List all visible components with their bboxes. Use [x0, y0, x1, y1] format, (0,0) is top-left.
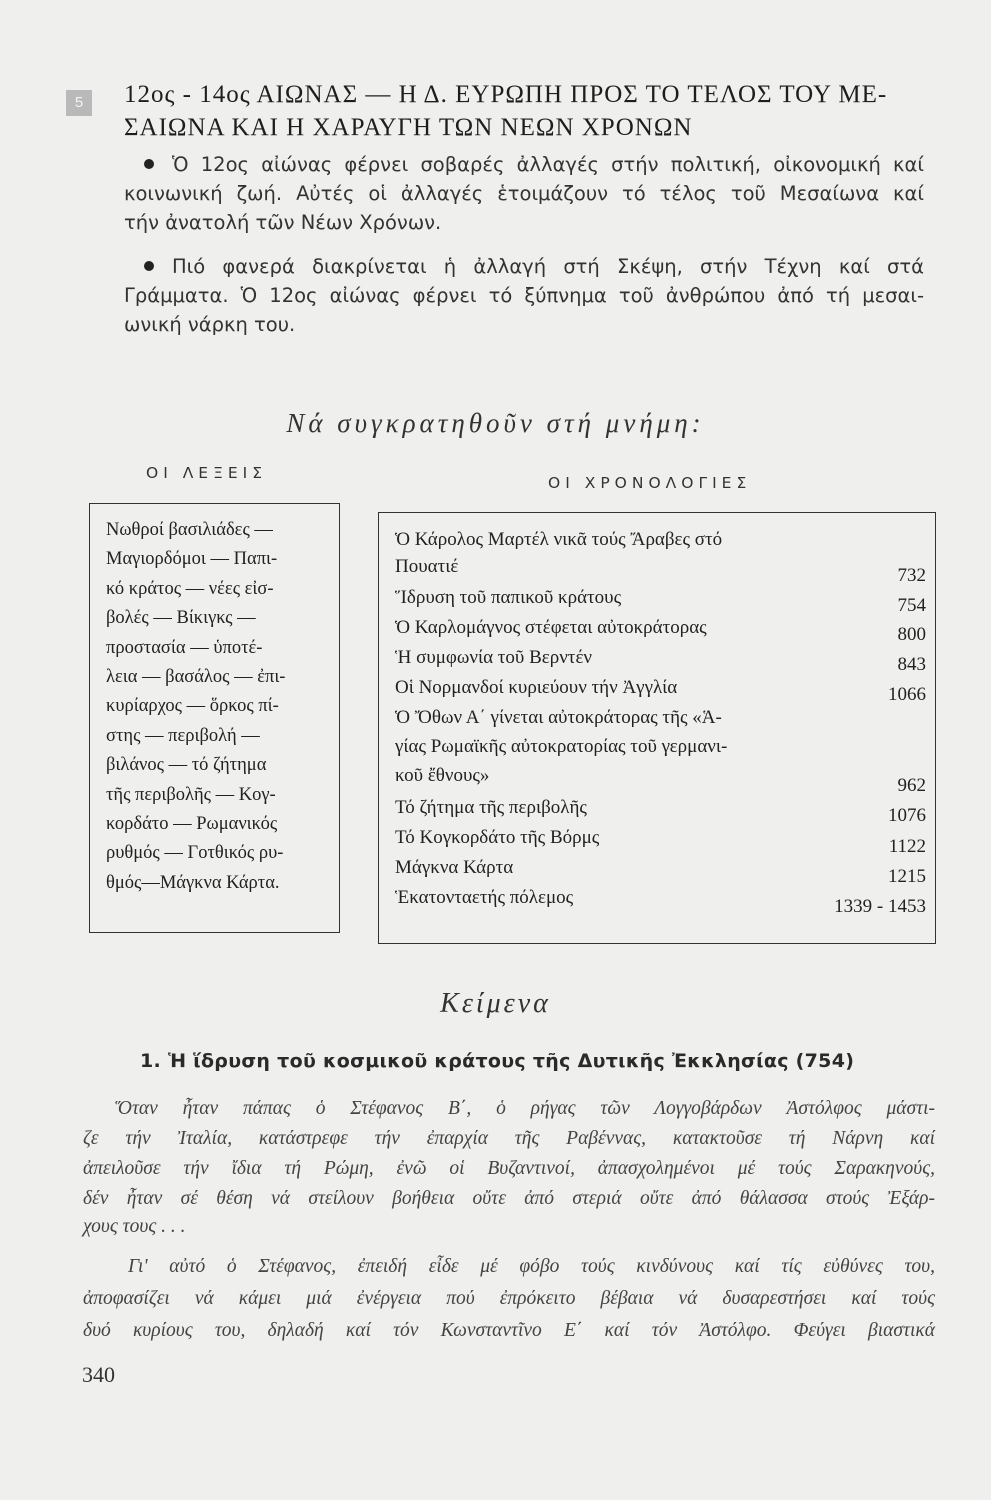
document-line: ἀπειλοῦσε τήν ἴδια τή Ρώμη, ἐνῶ οἱ Βυζαντινοί, ἀπασχολημένοι μέ τούς Σαρακηνούς,	[83, 1158, 935, 1179]
bullet-icon	[144, 159, 154, 169]
words-column-header: ΟΙ ΛΕΞΕΙΣ	[146, 464, 268, 482]
date-year: 1066	[888, 684, 926, 705]
chapter-title-line-1: 12ος - 14ος ΑΙΩΝΑΣ — Η Δ. ΕΥΡΩΠΗ ΠΡΟΣ ΤΟ ΤΕΛΟΣ ΤΟΥ ΜΕ-	[124, 81, 888, 108]
words-box	[89, 503, 340, 933]
word-line: θμός—Μάγκνα Κάρτα.	[106, 872, 280, 893]
dates-box	[378, 512, 936, 944]
word-line: κορδάτο — Ρωμανικός	[106, 814, 278, 835]
chapter-title	[124, 78, 944, 144]
bullet-icon	[144, 261, 154, 271]
document-line: ἀποφασίζει νά κάμει μιά ἐνέργεια πού ἐπρόκειτο βέβαια νά δυσαρεστήσει καί τούς	[83, 1288, 935, 1309]
word-line: βιλάνος — τό ζήτημα	[106, 755, 267, 776]
date-event-line: Ἑκατονταετής πόλεμος	[395, 887, 574, 908]
words-list	[106, 516, 332, 898]
page-number: 340	[82, 1362, 115, 1387]
texts-heading: Κείμενα	[440, 988, 551, 1019]
word-line: βολές — Βίκιγκς —	[106, 608, 256, 629]
document-line: ζε τήν Ἰταλία, κατάστρεφε τήν ἐπαρχία τῆς Ραβέννας, κατακτοῦσε τή Νάρνη καί	[83, 1128, 935, 1149]
date-year: 843	[897, 654, 926, 675]
word-line: κό κράτος — νέες εἰσ-	[106, 578, 274, 599]
date-event-line: Τό ζήτημα τῆς περιβολῆς	[395, 797, 587, 818]
date-year: 800	[897, 624, 926, 645]
memory-heading: Νά συγκρατηθοῦν στή μνήμη:	[286, 408, 705, 438]
word-line: προστασία — ὑποτέ-	[106, 637, 263, 658]
word-line: τῆς περιβολῆς — Κογ-	[106, 784, 276, 805]
document-line: Ὅταν ἦταν πάπας ὁ Στέφανος Β΄, ὁ ρήγας τῶν Λογγοβάρδων Ἀστόλφος μάστι-	[115, 1098, 935, 1119]
chapter-number-badge: 5	[66, 90, 92, 116]
dates-column-header: ΟΙ ΧΡΟΝΟΛΟΓΙΕΣ	[548, 474, 752, 492]
date-event-line: Οἱ Νορμανδοί κυριεύουν τήν Ἀγγλία	[395, 677, 678, 698]
date-year: 1215	[888, 866, 926, 887]
date-year: 732	[897, 565, 926, 586]
date-event-line: γίας Ρωμαϊκῆς αὐτοκρατορίας τοῦ γερμανι-	[395, 736, 728, 757]
date-year: 1339 - 1453	[834, 896, 926, 917]
date-year: 754	[897, 595, 926, 616]
date-event-line: Πουατιέ	[395, 556, 459, 577]
date-year: 1076	[888, 805, 926, 826]
word-line: ρυθμός — Γοτθικός ρυ-	[106, 843, 284, 864]
word-line: λεια — βασάλος — ἐπι-	[106, 667, 286, 688]
document-line: Γι' αὐτό ὁ Στέφανος, ἐπειδή εἶδε μέ φόβο τούς κινδύνους καί τίς εὐθύνες του,	[128, 1256, 935, 1277]
date-event-line: Ἵδρυση τοῦ παπικοῦ κράτους	[395, 587, 622, 608]
intro-line: Πιό φανερά διακρίνεται ἡ ἀλλαγή στή Σκέψη, στήν Τέχνη καί στά	[172, 255, 924, 278]
document-1-title: 1. Ἡ ἵδρυση τοῦ κοσμικοῦ κράτους τῆς Δυτικῆς Ἐκκλησίας (754)	[140, 1050, 855, 1072]
intro-line: Γράμματα. Ὁ 12ος αἰώνας φέρνει τό ξύπνημα τοῦ ἀνθρώπου ἀπό τή μεσαι-	[124, 284, 924, 307]
date-year: 962	[897, 775, 926, 796]
document-line: δυό κυρίους του, δηλαδή καί τόν Κωνσταντῖνο Ε΄ καί τόν Ἀστόλφο. Φεύγει βιαστικά	[83, 1320, 935, 1341]
date-event-line: Τό Κογκορδάτο τῆς Βόρμς	[395, 827, 600, 848]
intro-paragraph-1	[124, 150, 924, 237]
document-line: δέν ἦταν σέ θέση νά στείλουν βοήθεια οὔτε ἀπό στεριά οὔτε ἀπό θάλασσα στούς Ἐξάρ-	[83, 1188, 935, 1209]
date-event-line: Ἡ συμφωνία τοῦ Βερντέν	[395, 647, 593, 668]
date-event-line: Ὁ Ὄθων Α΄ γίνεται αὐτοκράτορας τῆς «Ἁ-	[395, 707, 722, 728]
word-line: Νωθροί βασιλιάδες —	[106, 520, 273, 540]
word-line: Μαγιορδόμοι — Παπι-	[106, 549, 278, 570]
word-line: στης — περιβολή —	[106, 725, 260, 746]
date-event-line: Μάγκνα Κάρτα	[395, 857, 514, 878]
intro-paragraph-2	[124, 252, 924, 339]
date-event-line: Ὁ Καρλομάγνος στέφεται αὐτοκράτορας	[395, 617, 707, 638]
intro-line: Ὁ 12ος αἰώνας φέρνει σοβαρές ἀλλαγές στήν πολιτική, οἰκονομική καί	[172, 153, 924, 176]
date-event-line: κοῦ ἔθνους»	[395, 765, 490, 786]
date-event-line: Ὁ Κάρολος Μαρτέλ νικᾶ τούς Ἄραβες στό	[395, 529, 723, 550]
document-line: χους τους . . .	[83, 1216, 186, 1237]
intro-line: τήν ἀνατολή τῶν Νέων Χρόνων.	[124, 211, 442, 234]
word-line: κυρίαρχος — ὅρκος πί-	[106, 696, 279, 717]
chapter-title-line-2: ΣΑΙΩΝΑ ΚΑΙ Η ΧΑΡΑΥΓΗ ΤΩΝ ΝΕΩΝ ΧΡΟΝΩΝ	[124, 114, 693, 141]
date-year: 1122	[888, 836, 926, 857]
intro-line: ωνική νάρκη του.	[124, 313, 296, 336]
intro-line: κοινωνική ζωή. Αὐτές οἱ ἀλλαγές ἑτοιμάζουν τό τέλος τοῦ Μεσαίωνα καί	[124, 182, 924, 205]
